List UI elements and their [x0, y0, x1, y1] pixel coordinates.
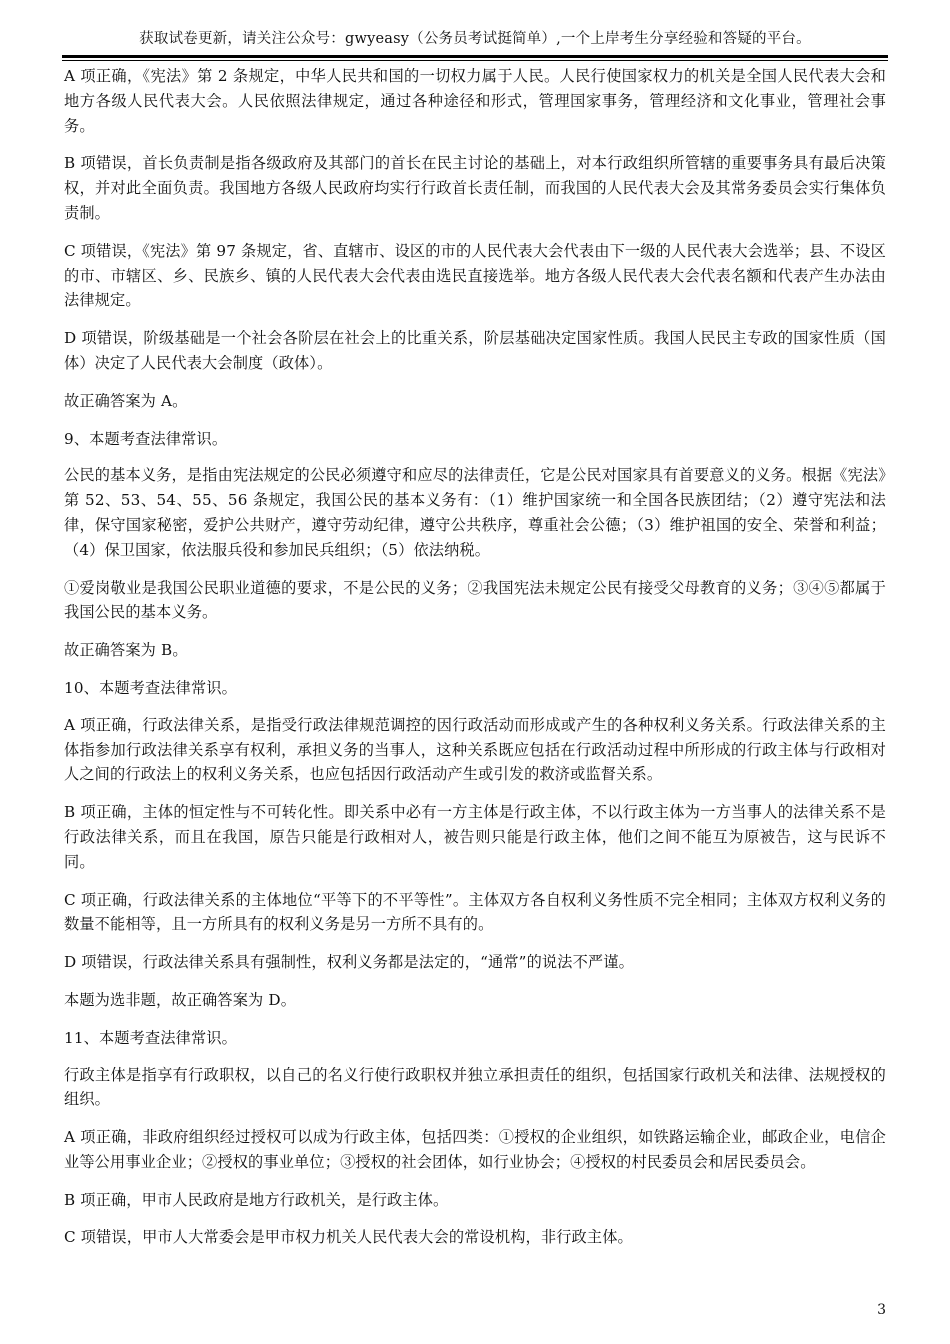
paragraph-8a-explanation: A 项正确，《宪法》第 2 条规定，中华人民共和国的一切权力属于人民。人民行使国家权力的机关是全国人民代表大会和地方各级人民代表大会。人民依照法律规定，通过各种途径和形式，管理国家事务，管理经济和文化事业，管理社会事务。: [64, 67, 886, 135]
paragraph-11a-explanation: A 项正确，非政府组织经过授权可以成为行政主体，包括四类：①授权的企业组织，如铁路运输企业，邮政企业，电信企业等公用事业企业；②授权的事业单位；③授权的社会团体，如行业协会；④授权的村民委员会和居民委员会。: [64, 1128, 886, 1171]
paragraph-9-basic-duties: 公民的基本义务，是指由宪法规定的公民必须遵守和应尽的法律责任，它是公民对国家具有首要意义的义务。根据《宪法》第 52、53、54、55、56 条规定，我国公民的基本义务有：（1）维护国家统一和全国各民族团结；（2）遵守宪法和法律，保守国家秘密，爱护公共财产，遵守劳动纪律，遵守公共秩序，尊重社会公德；（3）维护祖国的安全、荣誉和利益；（4）保卫国家，依法服兵役和参加民兵组织；（5）依法纳税。: [64, 466, 886, 559]
question-11-heading: 11、本题考查法律常识。: [64, 1028, 238, 1047]
answer-8: 故正确答案为 A。: [64, 391, 188, 410]
paragraph-11c-explanation: C 项错误，甲市人大常委会是甲市权力机关人民代表大会的常设机构，非行政主体。: [64, 1228, 633, 1247]
page-header: 获取试卷更新，请关注公众号：gwyeasy（公务员考试挺简单）,一个上岸考生分享经验和答疑的平台。: [139, 31, 811, 47]
question-9-heading: 9、本题考查法律常识。: [64, 429, 228, 448]
paragraph-8b-explanation: B 项错误，首长负责制是指各级政府及其部门的首长在民主讨论的基础上，对本行政组织所管辖的重要事务具有最后决策权，并对此全面负责。我国地方各级人民政府均实行行政首长责任制，而我国的人民代表大会及其常务委员会实行集体负责制。: [64, 154, 886, 222]
paragraph-10c-explanation: C 项正确，行政法律关系的主体地位“平等下的不平等性”。主体双方各自权利义务性质不完全相同；主体双方权利义务的数量不能相等，且一方所具有的权利义务是另一方所不具有的。: [64, 890, 886, 934]
paragraph-8d-explanation: D 项错误，阶级基础是一个社会各阶层在社会上的比重关系，阶层基础决定国家性质。我国人民民主专政的国家性质（国体）决定了人民代表大会制度（政体）。: [64, 329, 886, 372]
document-body: [64, 64, 886, 1263]
paragraph-11-definition: 行政主体是指享有行政职权，以自己的名义行使行政职权并独立承担责任的组织，包括国家行政机关和法律、法规授权的组织。: [64, 1065, 886, 1109]
paragraph-10b-explanation: B 项正确，主体的恒定性与不可转化性。即关系中必有一方主体是行政主体，不以行政主体为一方当事人的法律关系不是行政法律关系，而且在我国，原告只能是行政相对人，被告则只能是行政主体，他们之间不能互为原被告，这与民诉不同。: [64, 803, 886, 871]
question-10-heading: 10、本题考查法律常识。: [64, 678, 238, 697]
answer-10: 本题为选非题，故正确答案为 D。: [64, 990, 297, 1009]
header-divider: [62, 55, 888, 58]
page-number: 3: [877, 1302, 886, 1318]
paragraph-8c-explanation: C 项错误，《宪法》第 97 条规定，省、直辖市、设区的市的人民代表大会代表由下一级的人民代表大会选举；县、不设区的市、市辖区、乡、民族乡、镇的人民代表大会代表由选民直接选举。地方各级人民代表大会代表名额和代表产生办法由法律规定。: [64, 241, 886, 310]
answer-9: 故正确答案为 B。: [64, 641, 188, 660]
paragraph-9-analysis: ①爱岗敬业是我国公民职业道德的要求，不是公民的义务；②我国宪法未规定公民有接受父母教育的义务；③④⑤都属于我国公民的基本义务。: [64, 578, 886, 622]
paragraph-11b-explanation: B 项正确，甲市人民政府是地方行政机关，是行政主体。: [64, 1190, 449, 1209]
paragraph-10d-explanation: D 项错误，行政法律关系具有强制性，权利义务都是法定的，“通常”的说法不严谨。: [64, 953, 634, 972]
paragraph-10a-explanation: A 项正确，行政法律关系，是指受行政法律规范调控的因行政活动而形成或产生的各种权利义务关系。行政法律关系的主体指参加行政法律关系享有权利，承担义务的当事人，这种关系既应包括在行政活动过程中所形成的行政主体与行政相对人之间的行政法上的权利义务关系，也应包括因行政活动产生或引发的救济或监督关系。: [64, 715, 886, 784]
